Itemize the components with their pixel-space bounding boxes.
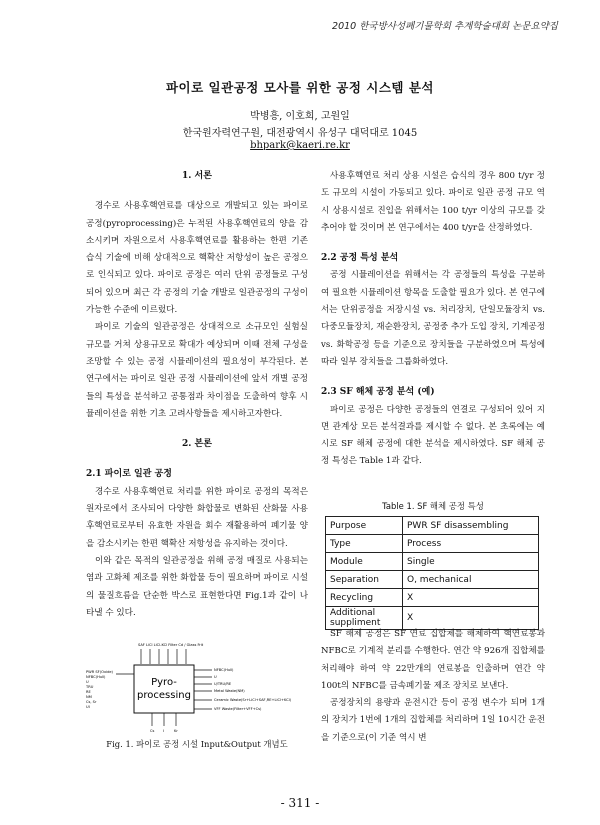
authors: 박병흥, 이호희, 고원일 <box>250 111 350 122</box>
right-paragraph-after-table-2: 공정장치의 용량과 운전시간 등이 공정 변수가 되며 1개의 장치가 1번에 1개의 집합체를 처리하며 1일 10시간 운전을 기준으로(이 기준 역시 변 <box>321 698 545 743</box>
table-row <box>326 553 539 571</box>
section-heading-body: 2. 본론 <box>182 439 212 450</box>
conference-header: 2010 한국방사성폐기물학회 추계학술대회 논문요약집 <box>332 21 558 32</box>
figure-left-labels <box>86 670 114 709</box>
subsection-heading-2-2: 2.2 공정 특성 분석 <box>321 253 399 264</box>
right-label: Ceramic Waste(Sr+LiCl+SAF,RE+LiCl+KCl) <box>214 698 292 702</box>
table-1-caption: Table 1. SF 해체 공정 특성 <box>382 501 484 511</box>
table-cell-key: Type <box>326 535 403 553</box>
left-label: Cs, Sr <box>86 700 97 704</box>
figure-bottom-arrows <box>152 713 176 726</box>
table-cell-value: Process <box>403 535 539 553</box>
left-label: TRU <box>86 685 94 689</box>
pyro-processing-box <box>134 665 194 713</box>
table-row <box>326 517 539 535</box>
figure-1-diagram <box>86 638 308 738</box>
bottom-label: Kr <box>174 729 178 733</box>
paper-title: 파이로 일관공정 모사를 위한 공정 시스템 분석 <box>165 80 435 95</box>
right-label: NFBC(Hull) <box>214 668 234 672</box>
subsection-heading-2-1: 2.1 파이로 일관 공정 <box>86 469 172 480</box>
figure-top-labels: SAF LiCl LiCl-KCl Filter Cd / Glass Frit <box>138 643 204 647</box>
table-cell-value: Single <box>403 553 539 571</box>
left-label: UI <box>86 705 90 709</box>
table-cell-value: PWR SF disassembling <box>403 517 539 535</box>
figure-right-labels <box>214 668 292 711</box>
table-cell-value: X <box>403 607 539 630</box>
right-label: Metal Waste(NM) <box>214 689 245 693</box>
figure-bottom-labels <box>150 729 178 733</box>
section-heading-intro: 1. 서론 <box>182 171 212 181</box>
table-row <box>326 571 539 589</box>
subsection-2-2-paragraph: 공정 시뮬레이션을 위해서는 각 공정들의 특성을 구분하여 필요한 시뮬레이션 항목을 도출할 필요가 있다. 본 연구에서는 단위공정을 저장시설 vs. 처리장치, 단일모듈장치 vs. 다중모듈장치, 재순환장치, 공정중 추가 도입 장치, 기계공정 vs. 화학공정 등을 기준으로 장치들을 구분하였으며 특성에 따라 일부 장치들을 그룹화하였다. <box>321 270 545 367</box>
page-number: - 311 - <box>280 796 320 810</box>
table-cell-key: Purpose <box>326 517 403 535</box>
left-label: NM <box>86 695 92 699</box>
table-1 <box>325 516 539 630</box>
figure-1 <box>86 638 308 748</box>
right-paragraph-after-table-1: SF 해체 공정은 SF 연료 집합체를 해체하여 핵연료봉과 NFBC로 기계적 분리를 수행한다. 연간 약 926개 집합체를 처리해야 하여 약 22만개의 연료봉을 인출하며 연간 약 100t의 NFBC를 금속폐기물 제조 장치로 보낸다. <box>321 629 545 691</box>
right-paragraph-0: 사용후핵연료 처리 상용 시설은 습식의 경우 800 t/yr 정도 규모의 시설이 가동되고 있다. 파이로 일관 공정 규모 역시 상용시설로 진입을 위해서는 100 t/yr 이상의 규모를 갖추어야 할 것이며 본 연구에서는 400 t/yr을 산정하였다. <box>321 171 545 233</box>
right-label: VFF Waste(Filter+VFF+Cs) <box>214 707 262 711</box>
table-cell-key: Separation <box>326 571 403 589</box>
table-cell-key: Module <box>326 553 403 571</box>
box-label-line-1: Pyro- <box>151 677 177 688</box>
subsection-heading-2-3: 2.3 SF 해체 공정 분석 (예) <box>321 387 435 398</box>
table-cell-key: Recycling <box>326 589 403 607</box>
table-row <box>326 535 539 553</box>
right-label: U <box>214 675 217 679</box>
figure-top-arrows <box>141 649 186 664</box>
table-row <box>326 589 539 607</box>
subsection-2-1-paragraph-1: 경수로 사용후핵연료 처리를 위한 파이로 공정의 목적은 원자로에서 조사되어 다양한 화합물로 변화된 산화물 사용후핵연료로부터 유효한 자원을 회수 재활용하여 폐기물 양을 감소시키는 한편 핵확산 저항성을 유지하는 것이다. <box>86 486 308 549</box>
bottom-label: I <box>163 729 165 733</box>
left-column <box>86 168 308 622</box>
left-label: NFBC(Hull) <box>86 675 106 679</box>
right-column-lower <box>321 626 545 747</box>
intro-paragraph-1: 경수로 사용후핵연료를 대상으로 개발되고 있는 파이로 공정(pyroprocessing)은 누적된 사용후핵연료의 양을 감소시키며 자원으로서 사용후핵연료를 활용하는 한편 기존 습식 기술에 비해 상대적으로 핵확산 저항성이 높은 공정으로 인식되고 있다. 파이로 공정은 여러 단위 공정들로 구성되어 있으며 최근 각 공정의 기술 개발로 일관공정의 구성이 가능한 수준에 이르렀다. <box>86 201 308 316</box>
left-label: PWR SF(Oxide) <box>86 670 113 674</box>
left-label: U <box>86 680 89 684</box>
table-cell-key: Additional suppliment <box>326 607 403 630</box>
table-cell-value: O, mechanical <box>403 571 539 589</box>
subsection-2-3-paragraph: 파이로 공정은 다양한 공정들의 연결로 구성되어 있어 지면 관계상 모든 분석결과를 제시할 수 없다. 본 초록에는 예시로 SF 해체 공정에 대한 분석을 제시하였다. SF 해체 공정 특성은 Table 1과 같다. <box>321 404 545 467</box>
right-column <box>321 168 545 471</box>
box-label-line-2: processing <box>137 690 191 701</box>
table-cell-value: X <box>403 589 539 607</box>
intro-paragraph-2: 파이로 기술의 일관공정은 상대적으로 소규모인 실험실 규모를 거쳐 상용규모로 확대가 예상되며 이때 전체 구성을 조망할 수 있는 공정 시뮬레이션의 필요성이 부각된다. 본 연구에서는 파이로 일관 공정 시뮬레이션에 앞서 개별 공정들의 특성을 분석하고 공통점과 차이점을 도출하여 향후 시뮬레이션을 위한 기초 고려사항들을 제시하고자한다. <box>86 322 308 419</box>
subsection-2-1-paragraph-2: 이와 같은 목적의 일관공정을 위해 공정 매질로 사용되는 염과 고화체 제조를 위한 화합물 등이 필요하며 파이로 시설의 물질흐름을 단순한 박스로 표현한다면 Fig.1과 같이 나타낼 수 있다. <box>86 555 308 618</box>
affiliation: 한국원자력연구원, 대전광역시 유성구 대덕대로 1045 <box>182 128 418 139</box>
figure-1-caption: Fig. 1. 파이로 공정 시설 Input&Output 개념도 <box>106 739 288 749</box>
figure-right-arrows <box>194 670 212 709</box>
bottom-label: Cs <box>150 729 155 733</box>
right-label: U/TRU/RE <box>214 682 232 686</box>
left-label: RE <box>86 690 91 694</box>
email-link[interactable]: bhpark@kaeri.re.kr <box>250 140 350 151</box>
